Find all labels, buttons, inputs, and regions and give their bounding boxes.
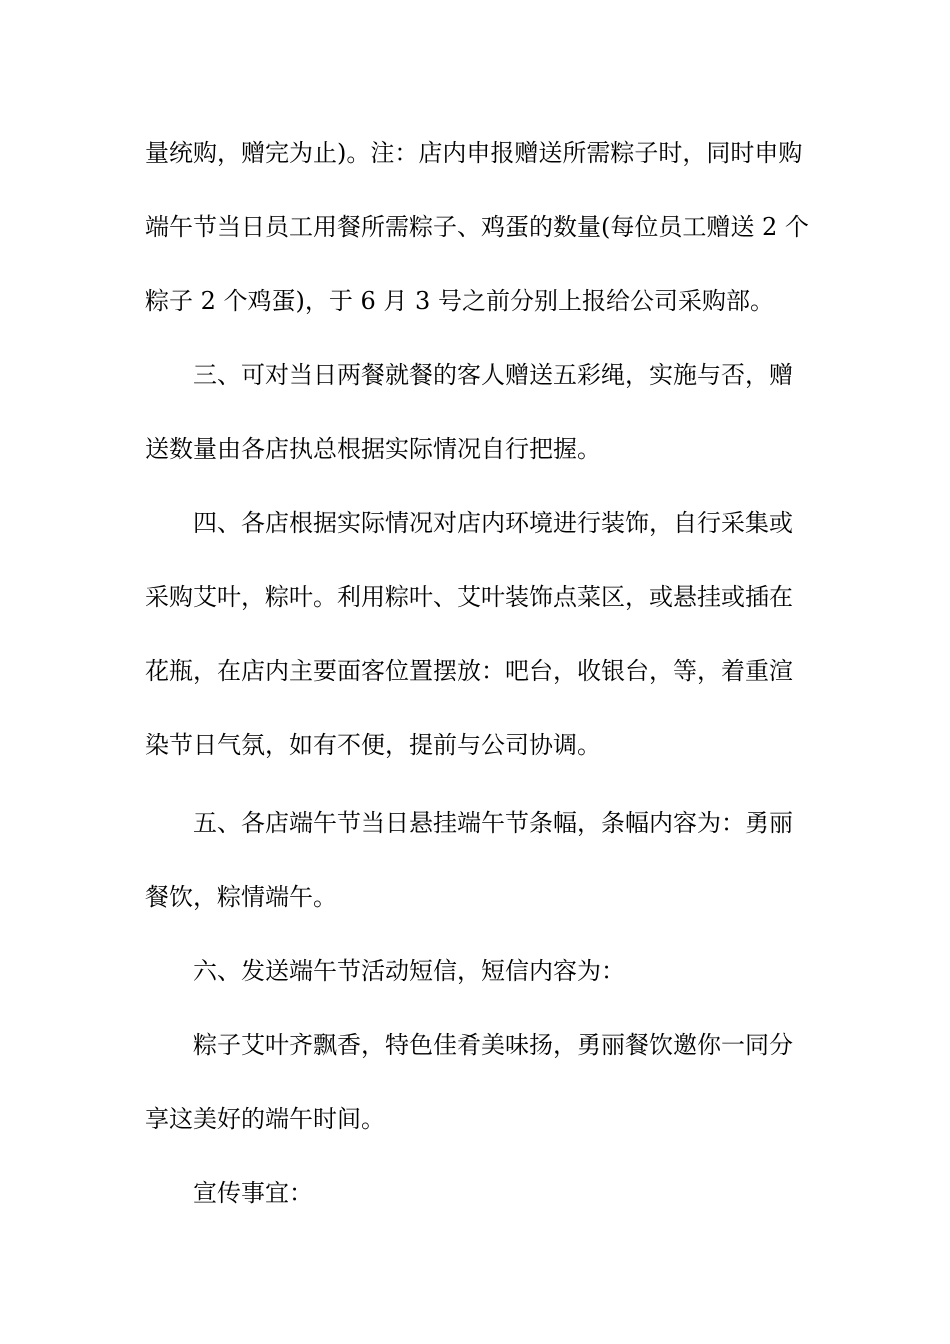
text-line-13: 粽子艾叶齐飘香，特色佳肴美味扬，勇丽餐饮邀你一同分	[193, 1031, 793, 1059]
text-line-1: 量统购，赠完为止)。注：店内申报赠送所需粽子时，同时申购	[145, 139, 803, 167]
text-line-14: 享这美好的端午时间。	[145, 1105, 385, 1133]
text-line-5: 送数量由各店执总根据实际情况自行把握。	[145, 435, 601, 463]
text-line-15: 宣传事宜：	[193, 1179, 313, 1207]
text-line-2: 端午节当日员工用餐所需粽子、鸡蛋的数量(每位员工赠送 2 个	[145, 213, 809, 241]
text-line-12: 六、发送端午节活动短信，短信内容为：	[193, 957, 625, 985]
text-line-7: 采购艾叶，粽叶。利用粽叶、艾叶装饰点菜区，或悬挂或插在	[145, 583, 793, 611]
text-line-6: 四、各店根据实际情况对店内环境进行装饰，自行采集或	[193, 509, 793, 537]
text-line-9: 染节日气氛，如有不便，提前与公司协调。	[145, 731, 601, 759]
text-line-8: 花瓶，在店内主要面客位置摆放：吧台，收银台，等，着重渲	[145, 657, 793, 685]
text-line-11: 餐饮，粽情端午。	[145, 883, 337, 911]
text-line-4: 三、可对当日两餐就餐的客人赠送五彩绳，实施与否，赠	[193, 361, 793, 389]
text-line-3: 粽子 2 个鸡蛋)，于 6 月 3 号之前分别上报给公司采购部。	[145, 287, 774, 315]
text-line-10: 五、各店端午节当日悬挂端午节条幅，条幅内容为：勇丽	[193, 809, 793, 837]
